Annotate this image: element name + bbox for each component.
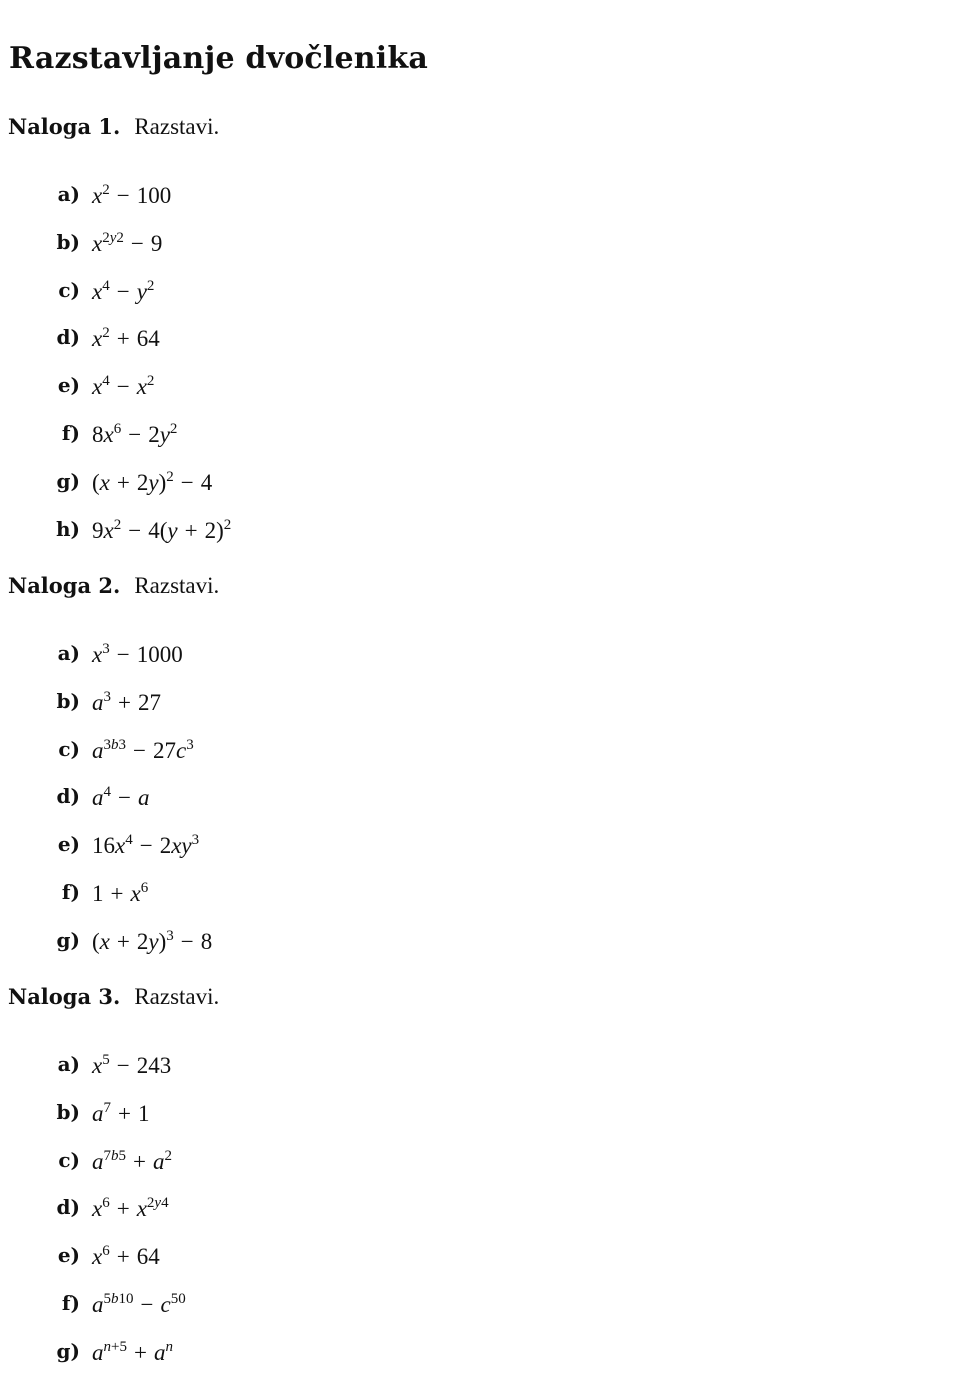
exercise-expression: $a^{5b10} - c^{50}$ [92,1291,186,1317]
exercise-label: b) [56,688,80,713]
task-instruction: Razstavi. [134,114,220,139]
exercise-label: c) [58,1147,80,1172]
exercise-label: g) [56,927,80,952]
exercise-label: d) [56,784,80,809]
exercise-expression: $x^6 + x^{2y4}$ [92,1195,169,1222]
task-label: Naloga 3. [8,984,121,1009]
exercise-label: d) [56,1195,80,1220]
exercise-expression: $x^4 - x^2$ [92,373,155,400]
exercise-expression: $x^2 - 100$ [92,182,172,208]
exercise-expression: $x^2 + 64$ [92,325,160,352]
exercise-item [0,736,962,765]
exercise-expression: $(x + 2y)^3 - 8$ [92,927,213,954]
task-heading [8,115,219,138]
exercise-expression: $1 + x^6$ [92,880,149,906]
exercise-label: g) [56,468,80,493]
exercise-item [0,184,962,210]
task-instruction: Razstavi. [134,984,220,1009]
exercise-item [0,688,962,717]
exercise-item [0,834,962,860]
exercise-item [0,1293,962,1319]
exercise-label: g) [56,1338,80,1363]
task-label: Naloga 2. [8,573,121,598]
exercise-expression: $8x^6 - 2y^2$ [92,421,178,447]
exercise-label: b) [56,1099,80,1124]
exercise-label: f) [61,421,80,445]
exercise-expression: $a^7 + 1$ [92,1099,150,1126]
exercise-item [0,786,962,812]
exercise-label: f) [61,1291,80,1315]
exercise-expression: $x^{2y2} - 9$ [92,229,163,256]
exercise-item [0,1054,962,1080]
exercise-expression: $9x^2 - 4(y + 2)^2$ [92,516,232,543]
exercise-expression: $a^{n+5} + a^n$ [92,1338,173,1365]
exercise-label: d) [56,325,80,350]
exercise-item [0,1147,962,1176]
exercise-expression: $a^3 + 27$ [92,688,161,715]
exercise-item [0,1245,962,1271]
exercise-item [0,1197,962,1223]
exercise-expression: $x^6 + 64$ [92,1243,160,1270]
exercise-label: a) [57,182,80,206]
exercise-item [0,516,962,545]
exercise-expression: $16x^4 - 2xy^3$ [92,832,200,859]
exercise-expression: $x^5 - 243$ [92,1052,172,1078]
exercise-item [0,882,962,908]
page-title: Razstavljanje dvočlenika [9,41,428,76]
exercise-item [0,1099,962,1128]
exercise-label: c) [58,736,80,761]
exercise-label: c) [58,277,80,302]
exercise-expression: $x^3 - 1000$ [92,641,183,667]
task-heading [8,574,219,597]
exercise-item [0,423,962,449]
exercise-item [0,1338,962,1367]
exercise-item [0,643,962,669]
task-label: Naloga 1. [8,114,121,139]
exercise-expression: $a^4 - a$ [92,784,150,811]
exercise-expression: $a^{3b3} - 27c^3$ [92,736,194,763]
exercise-item [0,229,962,258]
exercise-label: a) [57,1052,80,1076]
exercise-item [0,375,962,401]
exercise-label: f) [61,880,80,904]
exercise-label: e) [57,1243,80,1268]
exercise-expression: $(x + 2y)^2 - 4$ [92,468,213,495]
exercise-label: b) [56,229,80,254]
exercise-item [0,327,962,353]
exercise-expression: $x^4 - y^2$ [92,277,155,304]
exercise-item [0,468,962,497]
exercise-label: a) [57,641,80,665]
exercise-expression: $a^{7b5} + a^2$ [92,1147,172,1174]
exercise-item [0,927,962,956]
exercise-item [0,277,962,306]
task-instruction: Razstavi. [134,573,220,598]
task-heading [8,985,219,1008]
exercise-label: e) [57,832,80,857]
exercise-label: h) [55,516,80,541]
exercise-label: e) [57,373,80,398]
